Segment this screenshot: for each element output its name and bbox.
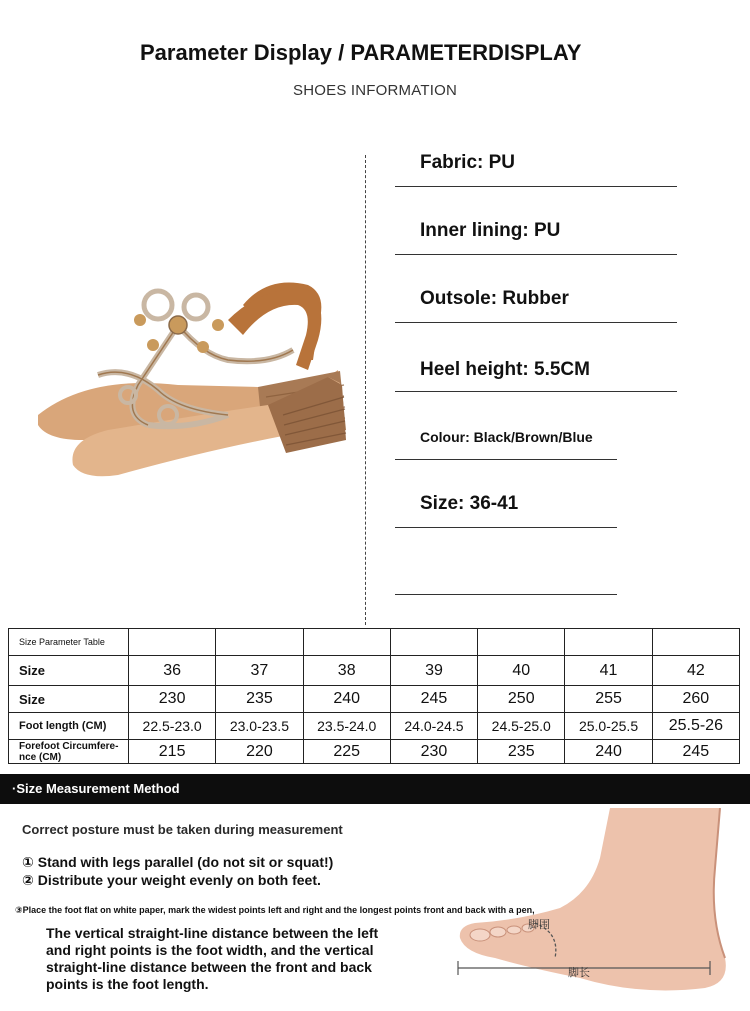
table-cell: 245	[390, 686, 477, 713]
table-cell: 24.5-25.0	[478, 713, 565, 740]
spec-inner-lining: Inner lining: PU	[395, 218, 677, 255]
table-cell: 42	[652, 656, 739, 686]
size-table	[8, 628, 740, 764]
spec-outsole: Outsole: Rubber	[395, 286, 677, 323]
table-cell: 220	[216, 740, 303, 764]
table-cell: 235	[478, 740, 565, 764]
row-label: Foot length (CM)	[9, 713, 129, 740]
table-row	[9, 713, 740, 740]
dashed-divider	[365, 155, 366, 625]
table-cell: 37	[216, 656, 303, 686]
step-one: ① Stand with legs parallel (do not sit or squat!)	[22, 854, 334, 870]
sandal-image	[28, 265, 358, 485]
table-cell: 38	[303, 656, 390, 686]
table-cell: 225	[303, 740, 390, 764]
table-cell: 25.5-26	[652, 713, 739, 740]
foot-image	[440, 808, 745, 1008]
table-caption: Size Parameter Table	[9, 629, 129, 656]
table-cell: 255	[565, 686, 652, 713]
table-row	[9, 686, 740, 713]
foot-label-length: 脚长	[568, 966, 590, 979]
page-title: Parameter Display / PARAMETERDISPLAY	[140, 40, 582, 65]
spec-fabric: Fabric: PU	[395, 150, 677, 187]
table-cell: 23.0-23.5	[216, 713, 303, 740]
measurement-explanation: The vertical straight-line distance between the left and right points is the foot width, and the vertical straight-line distance between the front and back points is the foot length.	[46, 925, 379, 992]
table-row	[9, 629, 740, 656]
table-row	[9, 656, 740, 686]
table-cell: 23.5-24.0	[303, 713, 390, 740]
row-label: Forefoot Circumfere-nce (CM)	[9, 740, 129, 764]
table-cell: 22.5-23.0	[129, 713, 216, 740]
step-two: ② Distribute your weight evenly on both feet.	[22, 872, 321, 888]
table-cell: 260	[652, 686, 739, 713]
table-cell: 245	[652, 740, 739, 764]
posture-note: Correct posture must be taken during measurement	[22, 822, 343, 837]
spec-size: Size: 36-41	[395, 490, 617, 528]
table-cell: 240	[303, 686, 390, 713]
table-row	[9, 740, 740, 764]
row-label: Size	[9, 656, 129, 686]
table-cell: 230	[390, 740, 477, 764]
table-cell: 215	[129, 740, 216, 764]
step-three: ③Place the foot flat on white paper, mark the widest points left and right and the longest points front and back with a pen,	[15, 905, 535, 915]
table-cell: 40	[478, 656, 565, 686]
spec-heel-height: Heel height: 5.5CM	[395, 354, 677, 392]
table-cell: 250	[478, 686, 565, 713]
spec-empty	[395, 558, 617, 595]
table-cell: 230	[129, 686, 216, 713]
table-cell: 25.0-25.5	[565, 713, 652, 740]
page-subtitle: SHOES INFORMATION	[293, 82, 457, 99]
table-cell: 39	[390, 656, 477, 686]
table-cell: 24.0-24.5	[390, 713, 477, 740]
row-label: Size	[9, 686, 129, 713]
table-cell: 41	[565, 656, 652, 686]
foot-label-circumference: 脚围	[528, 918, 550, 931]
table-cell: 36	[129, 656, 216, 686]
measurement-band-title: ·Size Measurement Method	[0, 774, 750, 804]
spec-colour: Colour: Black/Brown/Blue	[395, 422, 617, 460]
table-cell: 235	[216, 686, 303, 713]
table-cell: 240	[565, 740, 652, 764]
